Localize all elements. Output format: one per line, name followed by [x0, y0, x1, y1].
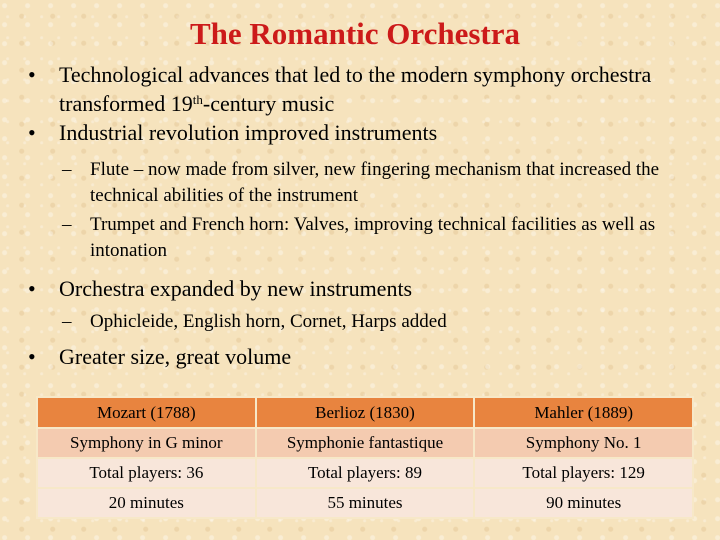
table-cell: Symphony in G minor [37, 428, 256, 458]
bullet-list [0, 60, 720, 371]
bullet-mark: • [28, 120, 36, 145]
bullet-industrial-revolution [0, 118, 720, 147]
sub-bullet-text: Ophicleide, English horn, Cornet, Harps added [90, 311, 447, 332]
table-cell: 90 minutes [474, 488, 693, 518]
table-row [37, 428, 693, 458]
table-cell: Total players: 89 [256, 458, 475, 488]
sub-bullet-trumpet [0, 212, 720, 264]
bullet-text-tail: -century music [202, 91, 335, 116]
dash-mark: – [62, 159, 72, 180]
dash-mark: – [62, 214, 72, 235]
comparison-table [36, 396, 694, 519]
dash-mark: – [62, 311, 72, 332]
bullet-mark: • [28, 62, 36, 87]
bullet-orchestra-expanded [0, 274, 720, 303]
slide-title: The Romantic Orchestra [189, 16, 521, 51]
bullet-text: Industrial revolution improved instruments [59, 120, 438, 145]
bullet-technological-advances [0, 60, 720, 118]
bullet-text: Greater size, great volume [59, 344, 292, 369]
table-cell: 55 minutes [256, 488, 475, 518]
table-cell: Symphonie fantastique [256, 428, 475, 458]
sub-bullet-text: Trumpet and French horn: Valves, improving technical facilities as well as intonation [90, 214, 656, 261]
table-cell: Symphony No. 1 [474, 428, 693, 458]
bullet-greater-size [0, 342, 720, 371]
table-header-cell: Berlioz (1830) [256, 397, 475, 428]
sub-bullet-flute [0, 157, 720, 209]
table-row [37, 458, 693, 488]
superscript-th: th [192, 92, 203, 107]
sub-bullet-instruments [0, 309, 720, 335]
table-header-row [37, 397, 693, 428]
bullet-mark: • [28, 276, 36, 301]
bullet-mark: • [28, 344, 36, 369]
table-cell: Total players: 36 [37, 458, 256, 488]
bullet-text: Technological advances that led to the modern symphony orchestra transformed 19 [59, 62, 652, 116]
table-cell: Total players: 129 [474, 458, 693, 488]
sub-bullet-text: Flute – now made from silver, new fingering mechanism that increased the technical abilities of the instrument [90, 159, 660, 206]
table-cell: 20 minutes [37, 488, 256, 518]
table-row [37, 488, 693, 518]
bullet-text: Orchestra expanded by new instruments [59, 276, 413, 301]
table-header-cell: Mahler (1889) [474, 397, 693, 428]
table-header-cell: Mozart (1788) [37, 397, 256, 428]
